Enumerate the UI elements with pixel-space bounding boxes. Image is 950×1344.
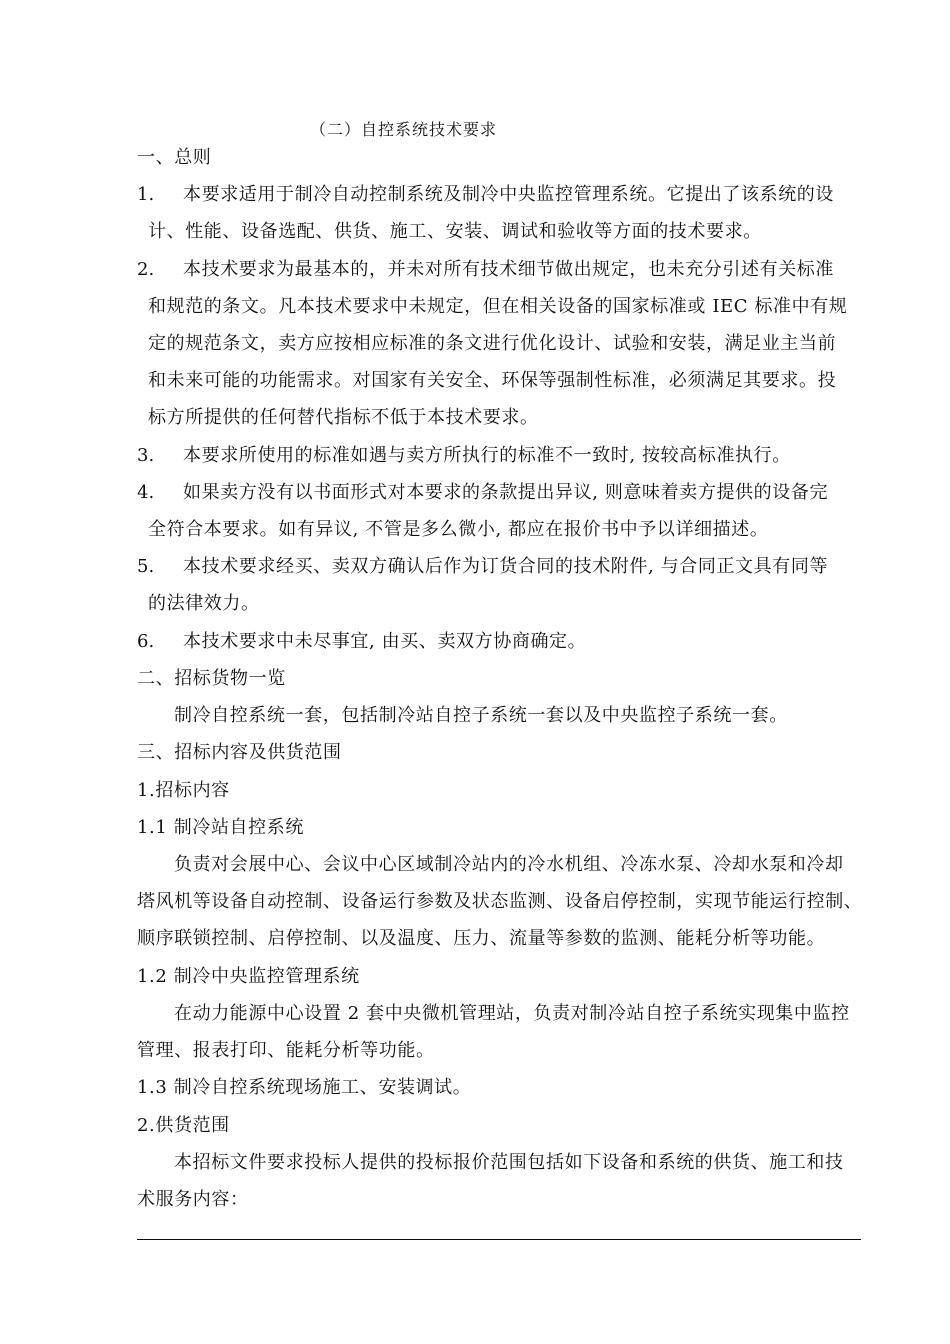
sub1-line-2: 塔风机等设备自动控制、设备运行参数及状态监测、设备启停控制，实现节能运行控制、 xyxy=(137,891,863,912)
item-number: 1. xyxy=(137,184,155,205)
item-number: 6. xyxy=(137,631,155,652)
item-number: 3. xyxy=(137,445,155,466)
sub2-line-1: 在动力能源中心设置 2 套中央微机管理站，负责对制冷站自控子系统实现集中监控 xyxy=(174,1003,850,1024)
supply-line-1: 本招标文件要求投标人提供的投标报价范围包括如下设备和系统的供货、施工和技 xyxy=(174,1152,844,1173)
item-6-line-1: 本技术要求中未尽事宜, 由买、卖双方协商确定。 xyxy=(183,631,587,652)
item-2-line-4: 和未来可能的功能需求。对国家有关安全、环保等强制性标准，必须满足其要求。投 xyxy=(148,370,837,391)
sub2-line-2: 管理、报表打印、能耗分析等功能。 xyxy=(137,1040,435,1061)
sub1-line-1: 负责对会展中心、会议中心区域制冷站内的冷水机组、冷冻水泵、冷却水泵和冷却 xyxy=(174,854,844,875)
item-3-line-1: 本要求所使用的标准如遇与卖方所执行的标准不一致时, 按较高标准执行。 xyxy=(183,445,791,466)
item-1-line-2: 计、性能、设备选配、供货、施工、安装、调试和验收等方面的技术要求。 xyxy=(148,221,762,242)
item-1-line-1: 本要求适用于制冷自动控制系统及制冷中央监控管理系统。它提出了该系统的设 xyxy=(183,184,834,205)
sub1-line-3: 顺序联锁控制、启停控制、以及温度、压力、流量等参数的监测、能耗分析等功能。 xyxy=(137,928,826,949)
subheading-1-3: 1.3 制冷自控系统现场施工、安装调试。 xyxy=(137,1077,472,1098)
item-number: 4. xyxy=(137,482,155,503)
item-number: 5. xyxy=(137,556,155,577)
goods-text: 制冷自控系统一套，包括制冷站自控子系统一套以及中央监控子系统一套。 xyxy=(174,705,788,726)
section-heading-general: 一、总则 xyxy=(137,147,212,168)
subheading-content: 1.招标内容 xyxy=(137,780,230,801)
item-4-line-2: 全符合本要求。如有异议, 不管是多么微小, 都应在报价书中予以详细描述。 xyxy=(148,519,769,540)
item-2-line-5: 标方所提供的任何替代指标不低于本技术要求。 xyxy=(148,407,539,428)
subheading-1-2: 1.2 制冷中央监控管理系统 xyxy=(137,966,360,987)
item-5-line-2: 的法律效力。 xyxy=(148,593,260,614)
page-title: （二）自控系统技术要求 xyxy=(310,120,498,139)
supply-line-2: 术服务内容： xyxy=(137,1189,249,1210)
subheading-supply: 2.供货范围 xyxy=(137,1115,230,1136)
item-2-line-1: 本技术要求为最基本的，并未对所有技术细节做出规定，也未充分引述有关标准 xyxy=(183,259,834,280)
section-heading-scope: 三、招标内容及供货范围 xyxy=(137,742,342,763)
item-2-line-2: 和规范的条文。凡本技术要求中未规定，但在相关设备的国家标准或 IEC 标准中有规 xyxy=(148,296,848,317)
item-4-line-1: 如果卖方没有以书面形式对本要求的条款提出异议, 则意味着卖方提供的设备完 xyxy=(183,482,829,503)
footer-rule xyxy=(137,1239,861,1240)
item-2-line-3: 定的规范条文，卖方应按相应标准的条文进行优化设计、试验和安装，满足业主当前 xyxy=(148,333,837,354)
item-5-line-1: 本技术要求经买、卖双方确认后作为订货合同的技术附件, 与合同正文具有同等 xyxy=(183,556,829,577)
subheading-1-1: 1.1 制冷站自控系统 xyxy=(137,817,304,838)
item-number: 2. xyxy=(137,259,155,280)
section-heading-goods: 二、招标货物一览 xyxy=(137,668,286,689)
